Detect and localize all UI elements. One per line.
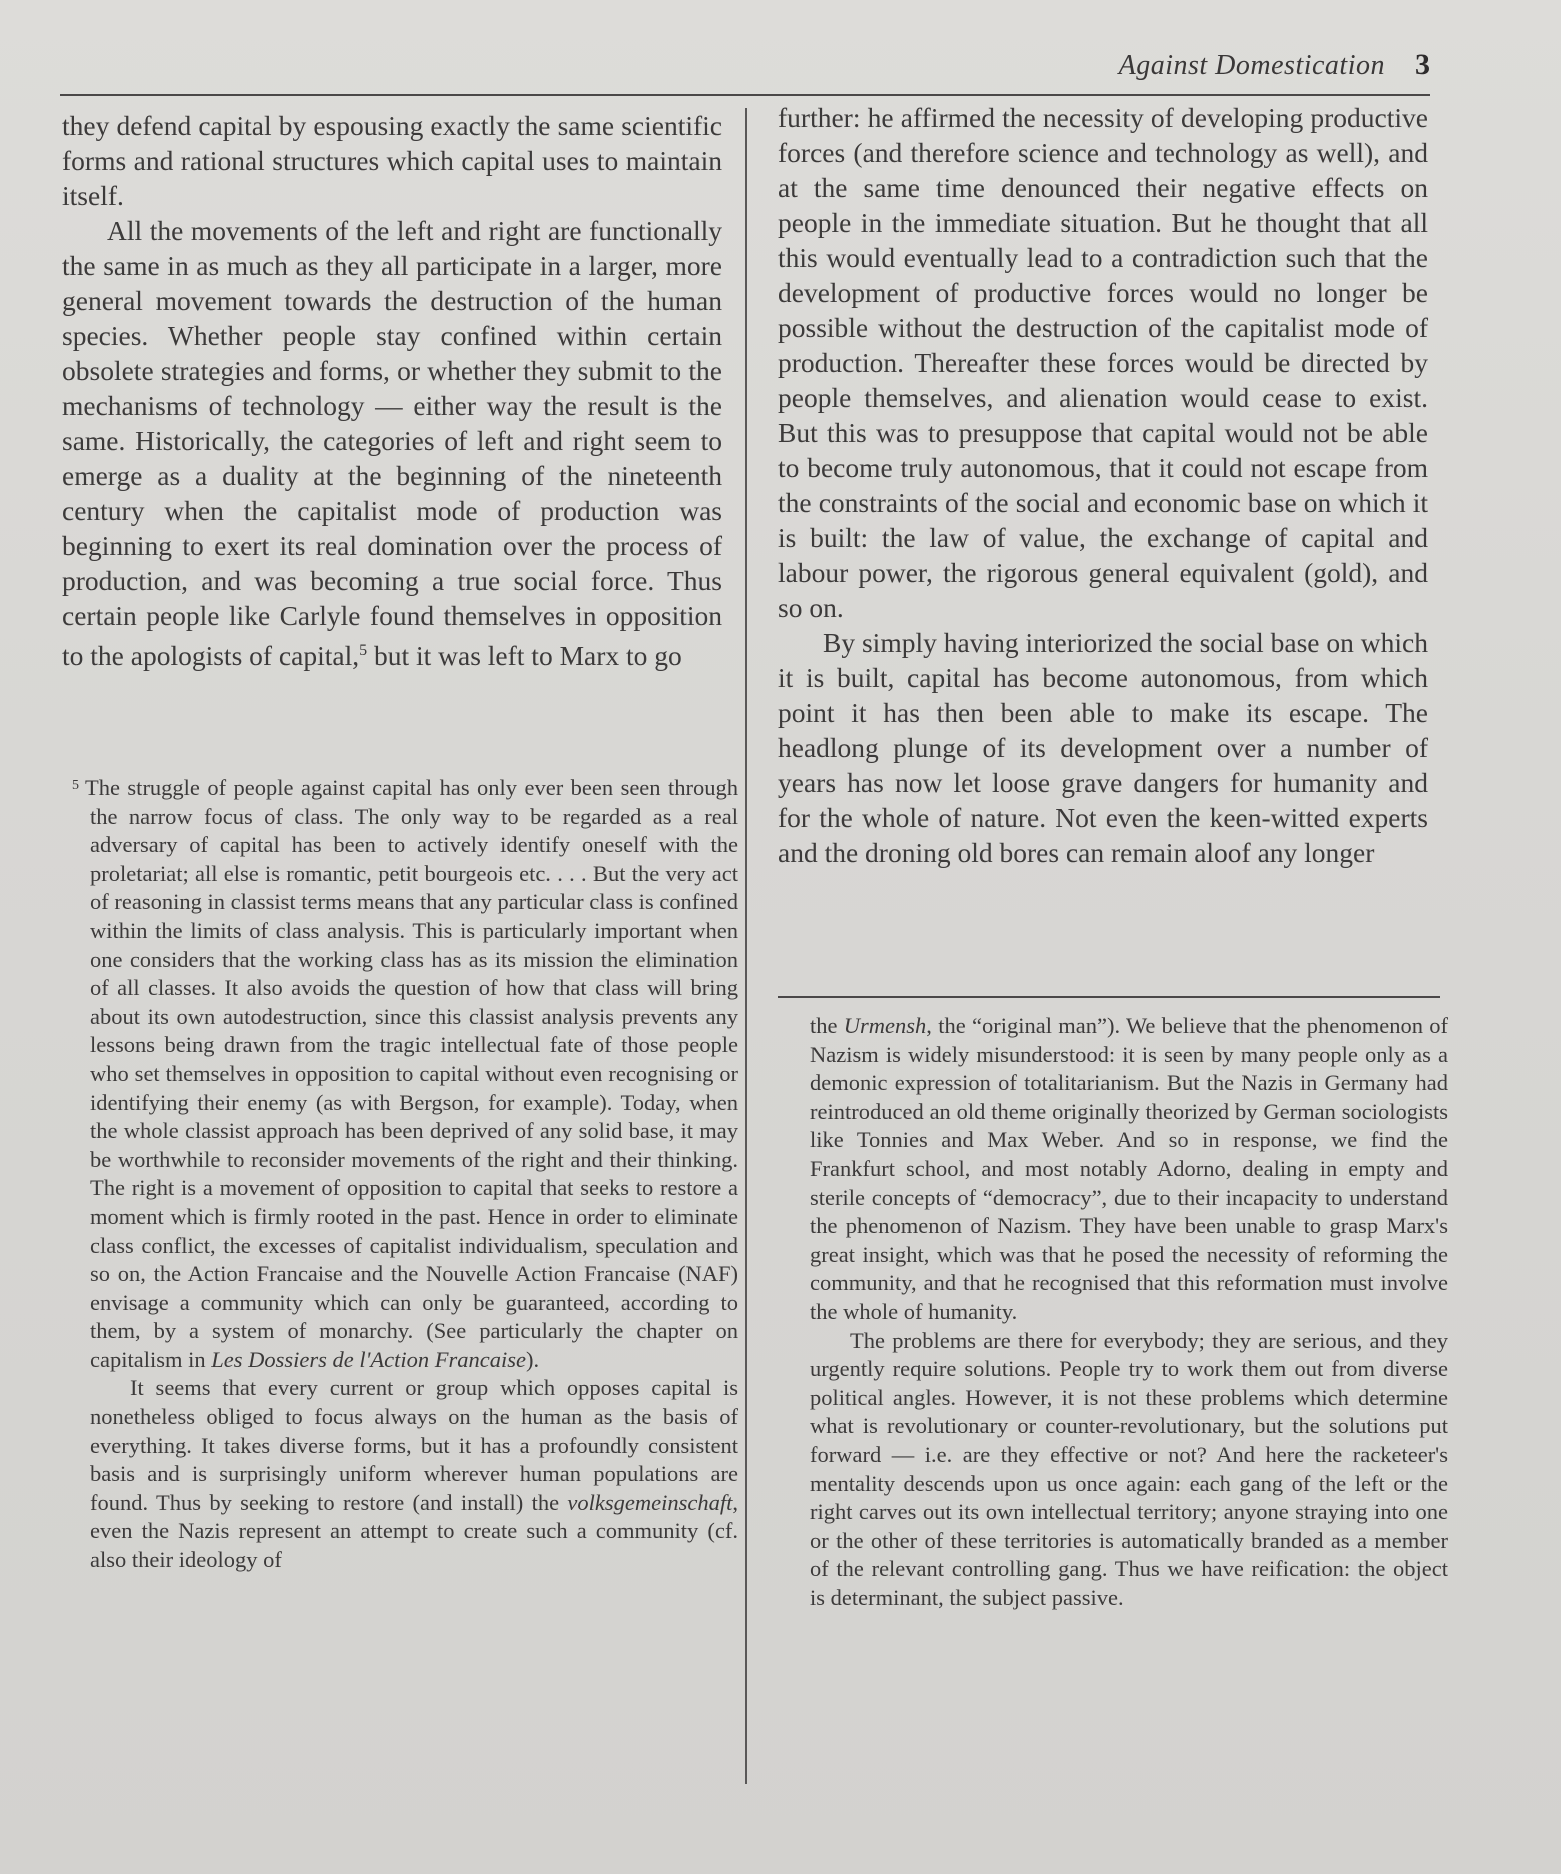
right-column: [778, 100, 1428, 870]
footnote-left: [62, 772, 738, 1575]
footnote-paragraph-1-tail: ).: [526, 1346, 540, 1372]
footnote-right-paragraph-1-text: , the “original man”). We believe that the phenomenon of Nazism is widely misunderstood: it is seen by many people only as a demonic expression of totalitarianism. But the Nazis in Germany had reintroduced an old theme originally theorized by German sociologists like Tonnies and Max Weber. And so in response, we find the Frankfurt school, and most notably Adorno, dealing in empty and sterile concepts of “democracy”, due to their incapacity to understand the phenomenon of Nazism. They have been unable to grasp Marx's great insight, which was that he posed the necessity of reforming the community, and that he recognised that this reformation must involve the whole of humanity.: [810, 1013, 1448, 1324]
footnote-paragraph-1: [62, 772, 738, 1374]
left-paragraph-2-text: All the movements of the left and right are functionally the same in as much as they all participate in a larger, more general movement towards the destruction of the human species. Whether people stay confined within certain obsolete strategies and forms, or whether they submit to the mechanisms of technology — either way the result is the same. Historically, the categories of left and right seem to emerge as a duality at the beginning of the nineteenth century when the capitalist mode of production was beginning to exert its real domination over the process of production, and was becoming a true social force. Thus certain people like Carlyle found themselves in opposition to the apologists of capital,: [62, 215, 722, 671]
left-paragraph-1: they defend capital by espousing exactly the same scientific forms and rational structures which capital uses to maintain itself.: [62, 110, 722, 211]
footnote-citation-title: Les Dossiers de l'Action Francaise: [211, 1346, 527, 1372]
footnote-rule: [778, 996, 1440, 998]
footnote-paragraph-1-text: The struggle of people against capital has only ever been seen through the narrow focus of class. The only way to be regarded as a real adversary of capital has been to actively identify oneself with the proletariat; all else is romantic, petit bourgeois etc. . . . But the very act of reasoning in classist terms means that any particular class is confined within the limits of class analysis. This is particularly important when one considers that the working class has as its mission the elimination of all classes. It also avoids the question of how that class will bring about its own autodestruction, since this classist analysis prevents any lessons being drawn from the tragic intellectual fate of those people who set themselves in opposition to capital without even recognising or identifying their enemy (as with Bergson, for example). Today, when the whole classist approach has been deprived of any solid base, it may be worthwhile to reconsider movements of the right and their thinking. The right is a movement of opposition to capital that seeks to restore a moment which is firmly rooted in the past. Hence in order to eliminate class conflict, the excesses of capitalist individualism, speculation and so on, the Action Francaise and the Nouvelle Action Francaise (NAF) envisage a community which can only be guaranteed, according to them, by a system of monarchy. (See particularly the chapter on capitalism in: [85, 775, 738, 1372]
footnote-right-paragraph-1-head: the: [810, 1013, 844, 1038]
page-number: 3: [1415, 48, 1430, 81]
right-paragraph-1: further: he affirmed the necessity of developing productive forces (and therefore science and technology as well), and at the same time denounced their negative effects on people in the immediate situation. But he thought that all this would eventually lead to a contradiction such that the development of productive forces would no longer be possible without the destruction of the capitalist mode of production. Thereafter these forces would be directed by people themselves, and alienation would cease to exist. But this was to presuppose that capital would not be able to become truly autonomous, that it could not escape from the constraints of the social and economic base on which it is built: the law of value, the exchange of capital and labour power, the rigorous general equivalent (gold), and so on.: [778, 102, 1428, 623]
footnote-marker: 5: [72, 778, 79, 793]
right-paragraph-2: By simply having interiorized the social base on which it is built, capital has become autonomous, from which point it has then been able to make its escape. The headlong plunge of its development over a number of years has now let loose grave dangers for humanity and for the whole of nature. Not even the keen-witted experts and the droning old bores can remain aloof any longer: [778, 627, 1428, 868]
left-column: [62, 108, 722, 673]
header-rule: [60, 94, 1430, 96]
running-title: Against Domestication: [1118, 50, 1385, 81]
footnote-right-paragraph-2: The problems are there for everybody; they are serious, and they urgently require solutions. People try to work them out from diverse political angles. However, it is not these problems which determine what is revolutionary or counter-revolutionary, but the solutions put forward — i.e. are they effective or not? And here the racketeer's mentality descends upon us once again: each gang of the left or the right carves out its own intellectual territory; anyone straying into one or the other of these territories is automatically branded as a member of the relevant controlling gang. Thus we have reification: the object is determinant, the subject passive.: [810, 1327, 1448, 1610]
footnote-reference: 5: [359, 642, 368, 659]
footnote-right: [810, 1012, 1448, 1612]
column-divider: [745, 108, 747, 1784]
footnote-right-paragraph-1: [810, 1012, 1448, 1327]
footnote-paragraph-2-text: It seems that every current or group which opposes capital is nonetheless obliged to focus always on the human as the basis of everything. It takes diverse forms, but it has a profoundly consistent basis and is surprisingly uniform wherever human populations are found. Thus by seeking to restore (and install) the: [90, 1375, 738, 1515]
footnote-paragraph-2: [62, 1374, 738, 1574]
footnote-paragraph-2-tail: , even the Nazis represent an attempt to create such a community (cf. also their ideology of: [90, 1489, 738, 1573]
left-paragraph-2-tail: but it was left to Marx to go: [367, 640, 682, 671]
running-header: [1070, 48, 1430, 88]
left-paragraph-2: [62, 213, 722, 673]
footnote-term-urmensh: Urmensh: [843, 1013, 927, 1038]
footnote-term-volksgemeinschaft: volksgemeinschaft: [567, 1489, 733, 1515]
